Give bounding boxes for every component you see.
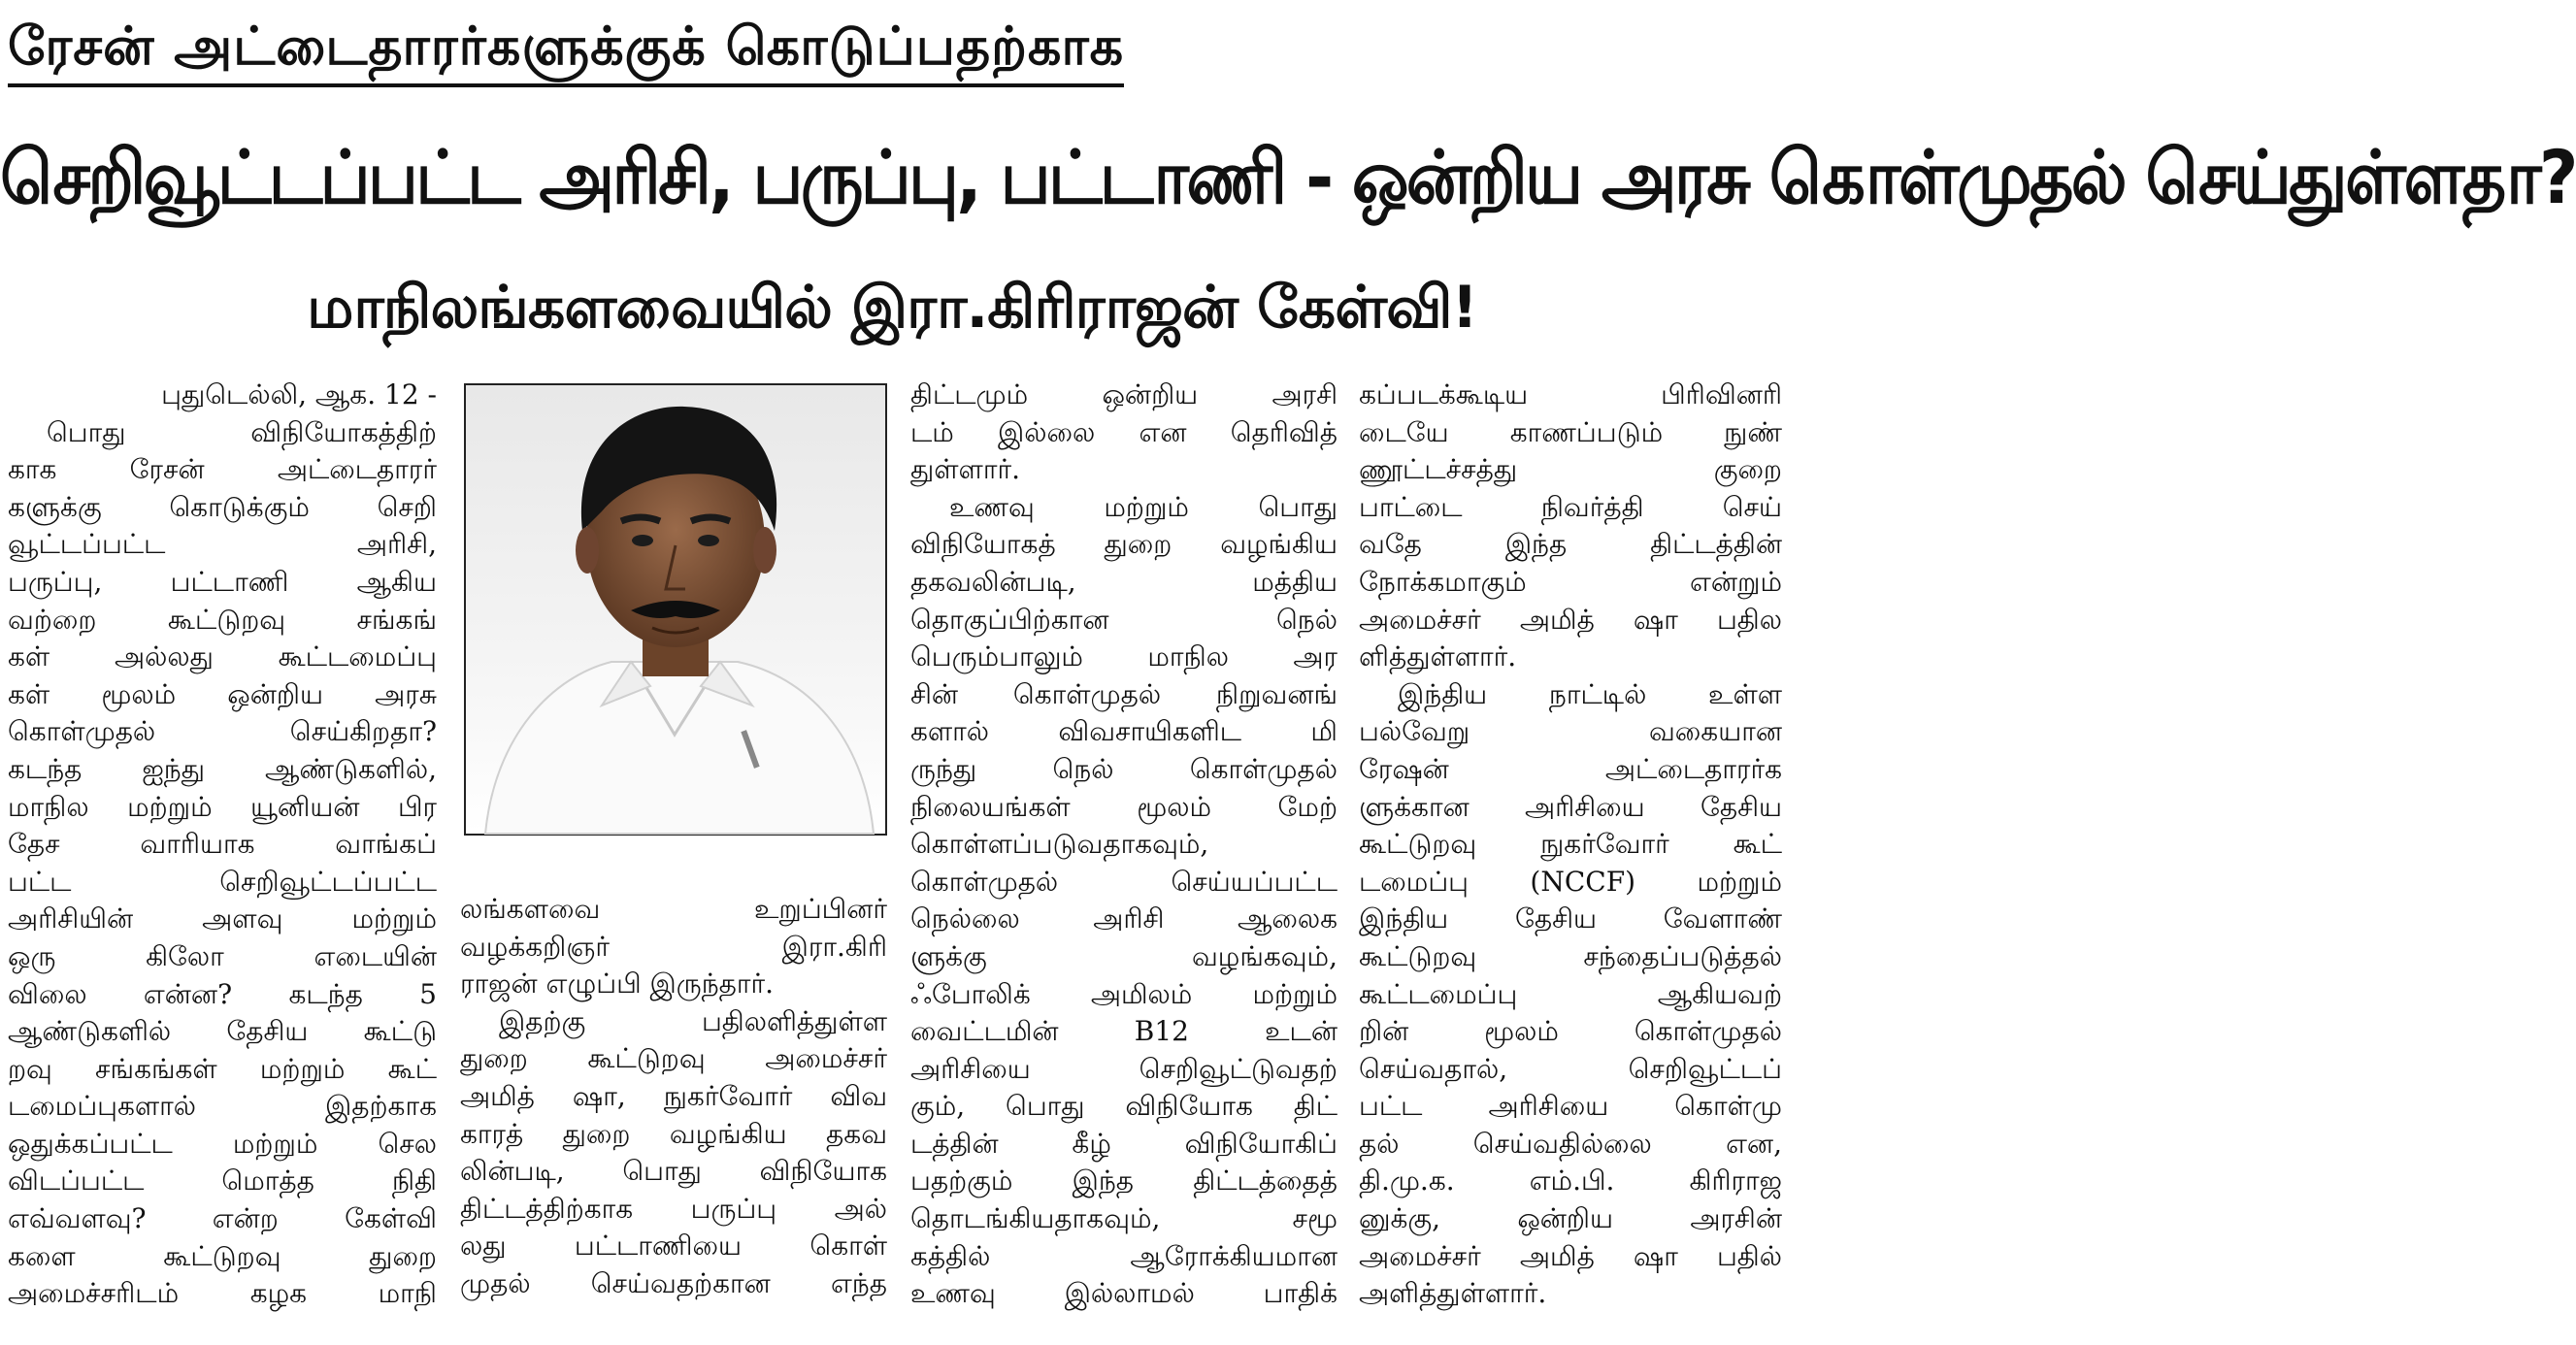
article-line: கள் அல்லது கூட்டமைப்பு (8, 640, 437, 673)
article-line: களால் விவசாயிகளிட மி (910, 715, 1338, 748)
article-line: பருப்பு, பட்டாணி ஆகிய (8, 565, 437, 598)
article-line: பட்ட அரிசியை கொள்மு (1359, 1090, 1782, 1123)
article-line: களுக்கு கொடுக்கும் செறி (8, 490, 437, 523)
article-column-1 (8, 377, 437, 1313)
article-line: லின்படி, பொது விநியோக (460, 1155, 887, 1188)
article-line: எவ்வளவு? என்ற கேள்வி (8, 1202, 437, 1235)
article-line: றவு சங்கங்கள் மற்றும் கூட் (8, 1052, 437, 1085)
article-line: காரத் துறை வழங்கிய தகவ (460, 1117, 887, 1150)
article-line: றின் மூலம் கொள்முதல் (1359, 1015, 1782, 1048)
article-line: அரிசியை செறிவூட்டுவதற் (910, 1052, 1338, 1085)
article-line: திட்டமும் ஒன்றிய அரசி (910, 378, 1338, 410)
article-line: ஃபோலிக் அமிலம் மற்றும் (910, 977, 1338, 1010)
article-line: லது பட்டாணியை கொள் (460, 1230, 887, 1263)
article-line: கத்தில் ஆரோக்கியமான (910, 1239, 1338, 1272)
article-line: வதே இந்த திட்டத்தின் (1359, 528, 1782, 561)
article-line: அரிசியின் அளவு மற்றும் (8, 902, 437, 935)
article-line: பொது விநியோகத்திற் (47, 415, 437, 448)
article-line: டமைப்பு (NCCF) மற்றும் (1359, 865, 1782, 898)
article-line: ளுக்கு வழங்கவும், (910, 939, 1338, 972)
article-line: உணவு மற்றும் பொது (949, 490, 1338, 523)
article-line: விநியோகத் துறை வழங்கிய (910, 528, 1338, 561)
article-line: ணூட்டச்சத்து குறை (1359, 453, 1782, 486)
article-line: பல்வேறு வகையான (1359, 715, 1782, 748)
article-line: ரேஷன் அட்டைதாரர்க (1359, 752, 1782, 785)
article-line: கப்படக்கூடிய பிரிவினரி (1359, 378, 1782, 410)
article-line: பதற்கும் இந்த திட்டத்தைத் (910, 1165, 1338, 1197)
article-line: திட்டத்திற்காக பருப்பு அல் (460, 1192, 887, 1225)
article-line: கூட்டுறவு நுகர்வோர் கூட் (1359, 828, 1782, 861)
article-line: ஒரு கிலோ எடையின் (8, 939, 437, 972)
article-line: கொள்முதல் செய்யப்பட்ட (910, 865, 1338, 898)
article-line: அமைச்சர் அமித் ஷா பதில் (1359, 1239, 1782, 1272)
article-line: னுக்கு, ஒன்றிய அரசின் (1359, 1202, 1782, 1235)
article-line: கொள்ளப்படுவதாகவும், (910, 828, 1209, 861)
article-line: கடந்த ஐந்து ஆண்டுகளில், (8, 752, 437, 785)
article-line: ராஜன் எழுப்பி இருந்தார். (460, 968, 775, 1001)
article-line: அமித் ஷா, நுகர்வோர் விவ (460, 1079, 887, 1112)
article-line: கும், பொது விநியோக திட் (910, 1090, 1338, 1123)
article-line: பட்ட செறிவூட்டப்பட்ட (8, 865, 437, 898)
article-line: வற்றை கூட்டுறவு சங்கங் (8, 603, 437, 636)
article-line: இதற்கு பதிலளித்துள்ள (499, 1004, 887, 1037)
article-line: கள் மூலம் ஒன்றிய அரசு (8, 677, 437, 710)
sub-headline: மாநிலங்களவையில் இரா.கிரிராஜன் கேள்வி! (307, 274, 1477, 342)
article-column-3 (910, 377, 1338, 1313)
article-line: கூட்டமைப்பு ஆகியவற் (1359, 977, 1782, 1010)
article-line: டம் இல்லை என தெரிவித் (910, 415, 1338, 448)
article-line: துள்ளார். (910, 453, 1020, 486)
article-line: முதல் செய்வதற்கான எந்த (460, 1266, 887, 1299)
article-line: ருந்து நெல் கொள்முதல் (910, 752, 1338, 785)
article-line: தகவலின்படி, மத்திய (910, 565, 1338, 598)
main-headline: செறிவூட்டப்பட்ட அரிசி, பருப்பு, பட்டாணி - ஒன்றிய அரசு கொள்முதல் செய்துள்ளதா? (0, 134, 2576, 220)
article-line: தி.மு.க. எம்.பி. கிரிராஜ (1359, 1165, 1782, 1197)
article-line: புதுடெல்லி, ஆக. 12 - (161, 378, 437, 410)
article-line: நெல்லை அரிசி ஆலைக (910, 902, 1338, 935)
article-line: தல் செய்வதில்லை என, (1359, 1127, 1782, 1160)
article-line: கூட்டுறவு சந்தைப்படுத்தல் (1359, 939, 1782, 972)
article-line: அமைச்சர் அமித் ஷா பதில (1359, 603, 1782, 636)
article-line: ளித்துள்ளார். (1359, 640, 1517, 673)
article-line: அளித்துள்ளார். (1359, 1277, 1547, 1310)
article-line: டமைப்புகளால் இதற்காக (8, 1090, 437, 1123)
article-line: இந்திய தேசிய வேளாண் (1359, 902, 1782, 935)
article-line: சின் கொள்முதல் நிறுவனங் (910, 677, 1338, 710)
article-line: இந்திய நாட்டில் உள்ள (1398, 677, 1782, 710)
person-portrait-image (466, 385, 885, 834)
article-line: நோக்கமாகும் என்றும் (1359, 565, 1782, 598)
article-line: வூட்டப்பட்ட அரிசி, (8, 528, 437, 561)
article-line: தொகுப்பிற்கான நெல் (910, 603, 1338, 636)
article-line: காக ரேசன் அட்டைதாரர் (8, 453, 437, 486)
article-column-2 (460, 891, 887, 1303)
article-column-4 (1359, 377, 1782, 1313)
article-line: விலை என்ன? கடந்த 5 (8, 977, 437, 1010)
article-line: செய்வதால், செறிவூட்டப் (1359, 1052, 1782, 1085)
article-line: மாநில மற்றும் யூனியன் பிர (8, 790, 437, 823)
article-line: தேச வாரியாக வாங்கப் (8, 828, 437, 861)
article-line: தொடங்கியதாகவும், சமூ (910, 1202, 1338, 1235)
article-line: அமைச்சரிடம் கழக மாநி (8, 1277, 437, 1310)
article-line: பெரும்பாலும் மாநில அர (910, 640, 1338, 673)
article-line: ஒதுக்கப்பட்ட மற்றும் செல (8, 1127, 437, 1160)
article-line: பாட்டை நிவர்த்தி செய் (1359, 490, 1782, 523)
article-line: டையே காணப்படும் நுண் (1359, 415, 1782, 448)
article-line: விடப்பட்ட மொத்த நிதி (8, 1165, 437, 1197)
article-line: களை கூட்டுறவு துறை (8, 1239, 437, 1272)
article-line: கொள்முதல் செய்கிறதா? (8, 715, 437, 748)
article-line: உணவு இல்லாமல் பாதிக் (910, 1277, 1338, 1310)
article-line: டத்தின் கீழ் விநியோகிப் (910, 1127, 1338, 1160)
article-line: நிலையங்கள் மூலம் மேற் (910, 790, 1338, 823)
article-line: ளுக்கான அரிசியை தேசிய (1359, 790, 1782, 823)
article-line: ஆண்டுகளில் தேசிய கூட்டு (8, 1015, 437, 1048)
article-line: துறை கூட்டுறவு அமைச்சர் (460, 1042, 887, 1075)
article-line: வழக்கறிஞர் இரா.கிரி (460, 930, 887, 963)
article-line: வைட்டமின் B12 உடன் (910, 1015, 1338, 1048)
kicker-headline: ரேசன் அட்டைதாரர்களுக்குக் கொடுப்பதற்காக (8, 10, 1124, 87)
portrait-photo (464, 383, 887, 836)
article-line: லங்களவை உறுப்பினர் (460, 893, 887, 925)
